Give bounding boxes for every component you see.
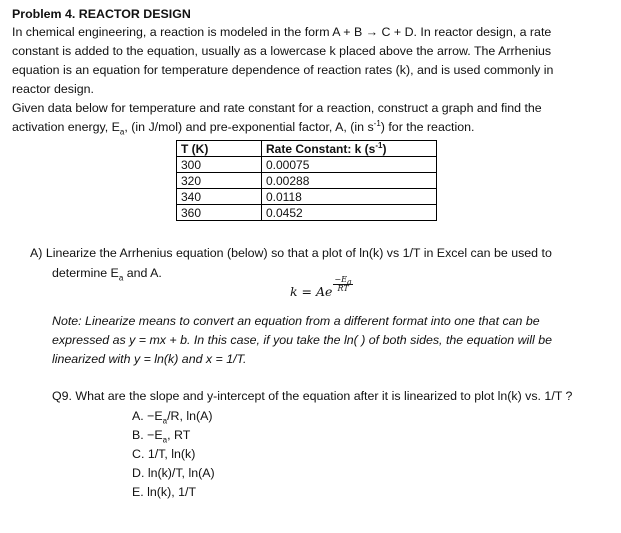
intro-line-6-b: , (in J/mol) and pre-exponential factor, A, (in s: [124, 120, 374, 134]
cell-temperature: 360: [177, 205, 262, 221]
option-b[interactable]: [132, 427, 190, 443]
cell-temperature: 320: [177, 173, 262, 189]
part-a-line-2: [52, 265, 162, 281]
note-line-1: Note: Linearize means to convert an equation from a different format into one that can be: [52, 314, 540, 328]
option-b-sub: a: [162, 435, 168, 445]
cell-temperature: 300: [177, 157, 262, 173]
option-a-prefix: A. −E: [132, 409, 163, 423]
option-e[interactable]: [132, 484, 196, 500]
intro-line-6: [12, 119, 474, 135]
part-a-line-1: A) Linearize the Arrhenius equation (below) so that a plot of ln(k) vs 1/T in Excel can be used to: [30, 246, 552, 260]
intro-line-6-c: ) for the reaction.: [380, 120, 475, 134]
table-row: [177, 173, 437, 189]
intro-line-6-sub: a: [119, 127, 125, 137]
equation-exponent: [333, 276, 352, 293]
part-a-line-2-sub: a: [118, 273, 124, 283]
problem-title: Problem 4. REACTOR DESIGN: [12, 7, 191, 21]
part-a-line-2-b: and A.: [123, 266, 162, 280]
option-a[interactable]: [132, 408, 213, 424]
intro-line-4: reactor design.: [12, 82, 94, 96]
cell-rate-constant: 0.00075: [262, 157, 437, 173]
table-row: [177, 189, 437, 205]
part-a-line-2-a: determine E: [52, 266, 119, 280]
header-rate-constant-text: Rate Constant: k (s: [266, 141, 376, 156]
header-rate-constant-end: ): [382, 141, 387, 156]
intro-line-5: Given data below for temperature and rate constant for a reaction, construct a graph and find the: [12, 101, 542, 115]
intro-line-2: constant is added to the equation, usually as a lowercase k placed above the arrow. The Arrhenius: [12, 44, 552, 58]
option-d-prefix: D. ln(k)/T, ln(A): [132, 466, 215, 480]
option-a-sub: a: [162, 416, 168, 426]
option-c[interactable]: [132, 446, 195, 462]
cell-rate-constant: 0.0452: [262, 205, 437, 221]
intro-line-6-a: activation energy, E: [12, 120, 120, 134]
option-d[interactable]: [132, 465, 215, 481]
note-line-2: expressed as y = mx + b. In this case, if you take the ln( ) of both sides, the equation will be: [52, 333, 553, 347]
cell-rate-constant: 0.00288: [262, 173, 437, 189]
note-line-3: linearized with y = ln(k) and x = 1/T.: [52, 352, 247, 366]
header-temperature: T (K): [177, 141, 262, 157]
exponent-denominator: RT: [337, 284, 349, 293]
arrhenius-equation: [290, 275, 353, 301]
intro-line-3: equation is an equation for temperature dependence of reaction rates (k), and is used commonly in: [12, 63, 554, 77]
cell-rate-constant: 0.0118: [262, 189, 437, 205]
cell-temperature: 340: [177, 189, 262, 205]
table-row: [177, 157, 437, 173]
option-c-prefix: C. 1/T, ln(k): [132, 447, 196, 461]
exponent-numerator-text: −E: [334, 275, 347, 284]
intro-line-1: In chemical engineering, a reaction is modeled in the form A + B → C + D. In reactor design, a rate: [12, 25, 552, 39]
exponent-numerator-sub: a: [346, 277, 352, 287]
equation-lhs: k = Ae: [290, 284, 333, 299]
option-b-prefix: B. −E: [132, 428, 163, 442]
question-text: Q9. What are the slope and y-intercept of the equation after it is linearized to plot ln(k) vs. 1/T ?: [52, 389, 573, 403]
option-a-rest: /R, ln(A): [167, 409, 213, 423]
data-table: [176, 140, 437, 221]
option-e-prefix: E. ln(k), 1/T: [132, 485, 197, 499]
table-row: [177, 205, 437, 221]
option-b-rest: , RT: [167, 428, 191, 442]
intro-line-6-sup: -1: [373, 118, 381, 128]
header-rate-constant-sup: -1: [375, 140, 383, 150]
table-header-row: [177, 141, 437, 157]
header-rate-constant: [262, 141, 437, 157]
